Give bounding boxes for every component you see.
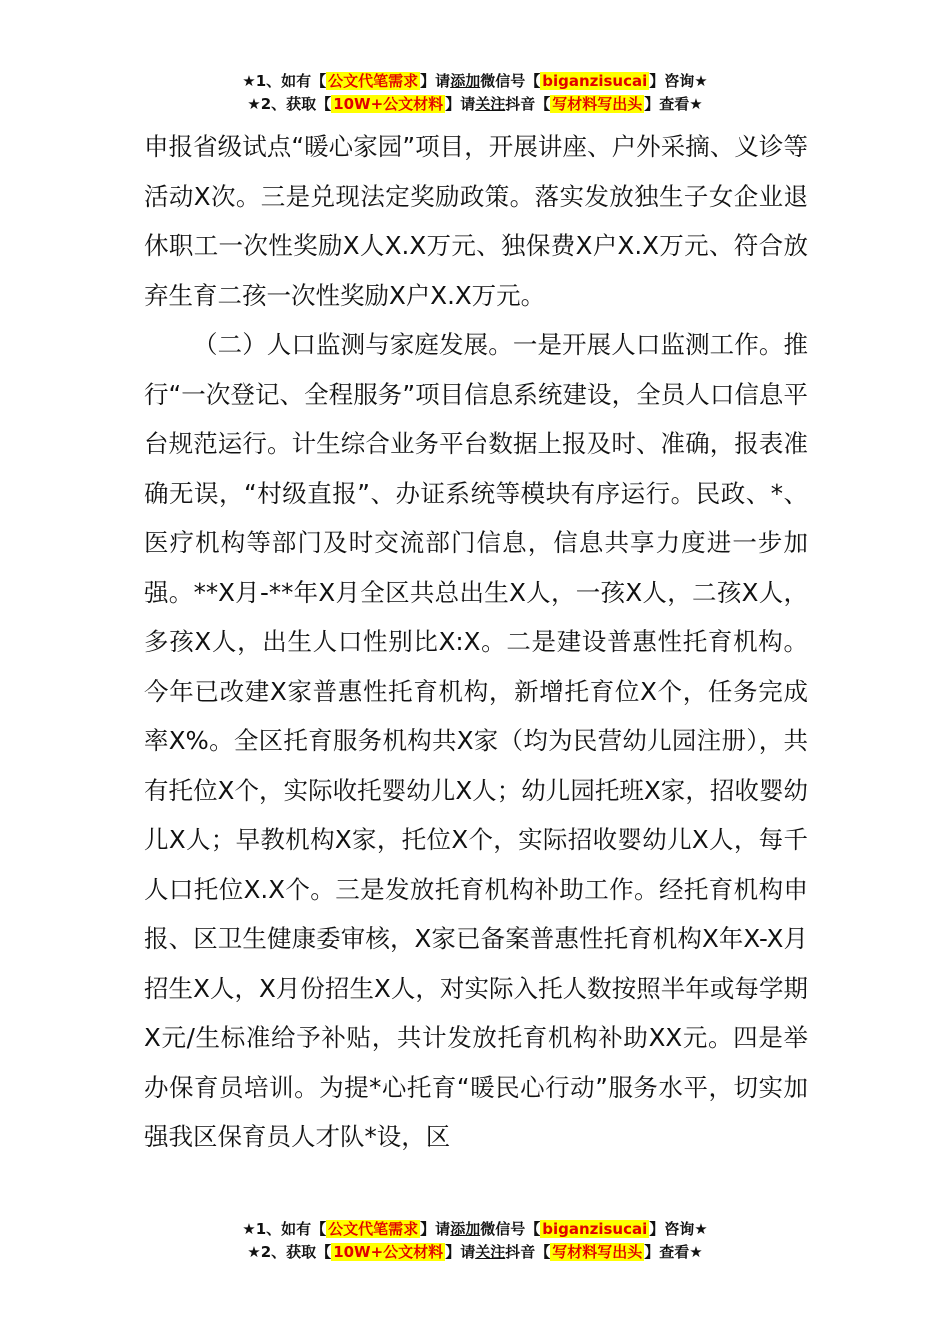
banner-text: 】查看★: [644, 95, 703, 113]
banner-text: ★2、获取【: [247, 1243, 332, 1261]
paragraph-2: （二）人口监测与家庭发展。一是开展人口监测工作。推行“一次登记、全程服务”项目信息系统建设，全员人口信息平台规范运行。计生综合业务平台数据上报及时、准确，报表准确无误，“村级直报”、办证系统等模块有序运行。民政、*、医疗机构等部门及时交流部门信息，信息共享力度进一步加强。**X月-**年X月全区共总出生X人，一孩X人，二孩X人，多孩X人，出生人口性别比X:X。二是建设普惠性托育机构。今年已改建X家普惠性托育机构，新增托育位X个，任务完成率X%。全区托育服务机构共X家（均为民营幼儿园注册），共有托位X个，实际收托婴幼儿X人；幼儿园托班X家，招收婴幼儿X人；早教机构X家，托位X个，实际招收婴幼儿X人，每千人口托位X.X个。三是发放托育机构补助工作。经托育机构申报、区卫生健康委审核，X家已备案普惠性托育机构X年X-X月招生X人，X月份招生X人，对实际入托人数按照半年或每学期X元/生标准给予补贴，共计发放托育机构补助XX元。四是举办保育员培训。为提*心托育“暖民心行动”服务水平，切实加强我区保育员人才队*设，区: [144, 330, 808, 1151]
banner-highlight: 写材料写出头: [552, 95, 643, 113]
header-banner: [0, 70, 950, 116]
banner-highlight: 写材料写出头: [552, 1243, 643, 1261]
banner-underline: 关注: [475, 95, 506, 113]
banner-underline: 添加: [450, 72, 481, 90]
banner-line-2: [0, 1241, 950, 1264]
banner-highlight: biganzisucai: [542, 1220, 648, 1238]
banner-text: ★2、获取【: [247, 95, 332, 113]
banner-text: 】查看★: [644, 1243, 703, 1261]
banner-text: 微信号【: [480, 1220, 541, 1238]
banner-text: 】请: [420, 1220, 451, 1238]
banner-text: 】咨询★: [649, 1220, 708, 1238]
banner-text: 抖音【: [505, 1243, 551, 1261]
banner-text: 微信号【: [480, 72, 541, 90]
banner-text: 】请: [445, 1243, 476, 1261]
banner-text: 】咨询★: [649, 72, 708, 90]
banner-line-1: [0, 1218, 950, 1241]
banner-text: 】请: [445, 95, 476, 113]
footer-banner: [0, 1218, 950, 1264]
banner-text: 】请: [420, 72, 451, 90]
paragraph-1: 申报省级试点“暖心家园”项目，开展讲座、户外采摘、义诊等活动X次。三是兑现法定奖励政策。落实发放独生子女企业退休职工一次性奖励X人X.X万元、独保费X户X.X万元、符合放弃生育二孩一次性奖励X户X.X万元。: [144, 132, 808, 310]
banner-highlight: 10W+公文材料: [333, 95, 444, 113]
banner-underline: 添加: [450, 1220, 481, 1238]
banner-line-2: [0, 93, 950, 116]
banner-text: ★1、如有【: [242, 72, 327, 90]
banner-line-1: [0, 70, 950, 93]
banner-highlight: 公文代笔需求: [328, 1220, 419, 1238]
banner-highlight: 10W+公文材料: [333, 1243, 444, 1261]
banner-highlight: 公文代笔需求: [328, 72, 419, 90]
banner-highlight: biganzisucai: [542, 72, 648, 90]
document-body: [144, 122, 808, 1162]
banner-underline: 关注: [475, 1243, 506, 1261]
banner-text: ★1、如有【: [242, 1220, 327, 1238]
banner-text: 抖音【: [505, 95, 551, 113]
